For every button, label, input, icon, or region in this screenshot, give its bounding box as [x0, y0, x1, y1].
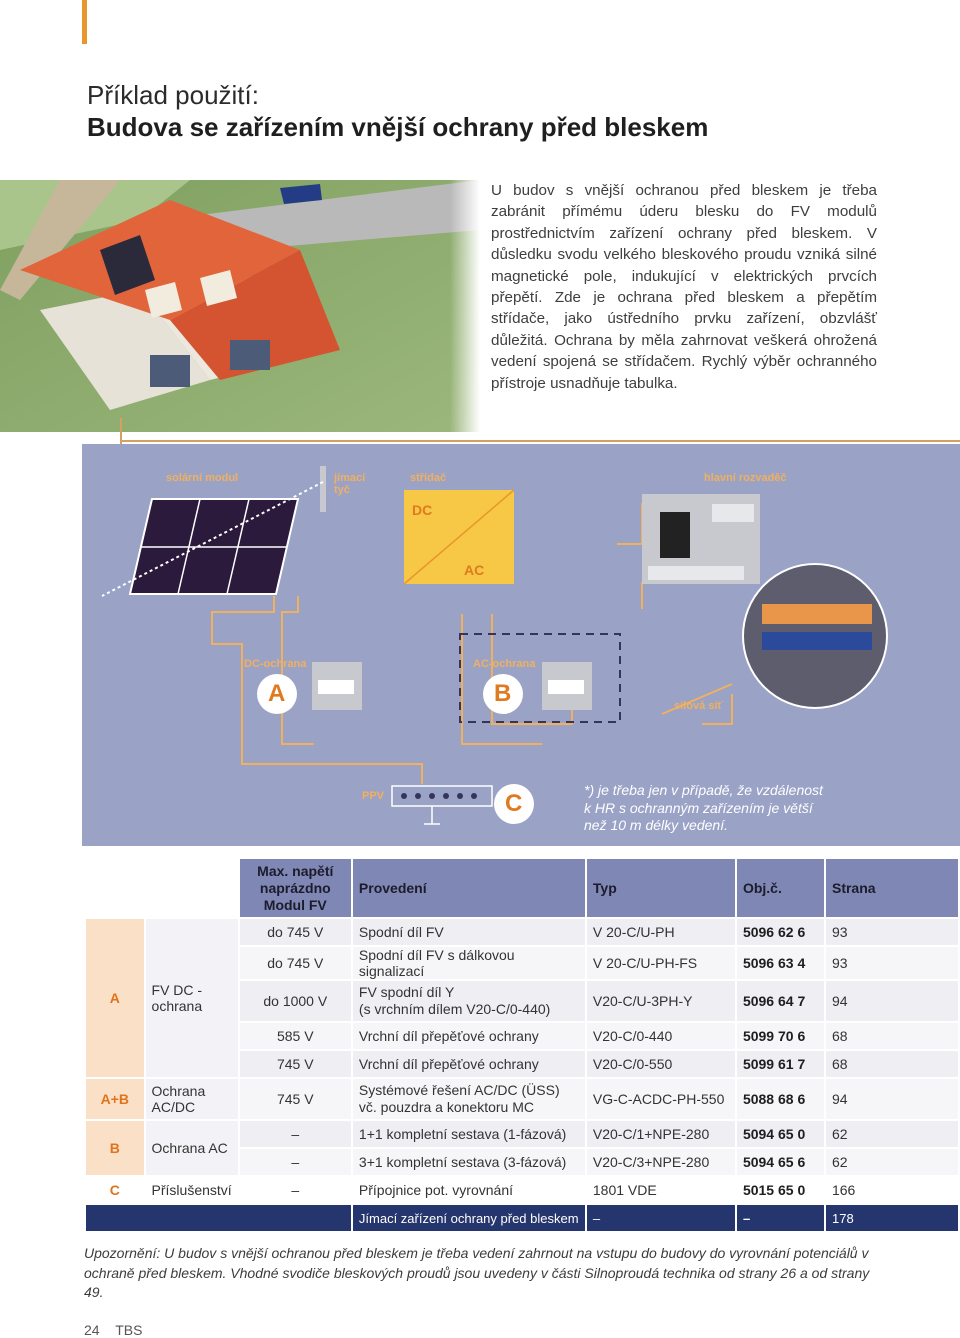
house-illustration [0, 180, 480, 432]
group-desc-c: Příslušenství [146, 1177, 238, 1203]
group-desc-ab: Ochrana AC/DC [146, 1079, 238, 1119]
page-footer [84, 1322, 154, 1338]
page-number: 24 [84, 1322, 100, 1338]
connector-line-horizontal [120, 440, 960, 442]
intro-paragraph: U budov s vnější ochranou před bleskem je třeba zabránit přímému úderu blesku do FV modulů prostřednictvím zařízení ochrany před bleskem. V důsledku svodu velkého bleskového proudu vzniká silné magnetické pole, indukující v elektrických prvcích přepětí. Zde je ochrana před bleskem a přepětím střídače, jako ústředního prvku zařízení, obzvlášť důležitá. Ochrana by měla zahrnovat veškerá ohrožená vedení spojená se střídačem. Rychlý výběr ochranného přístroje usnadňuje tabulka. [491, 182, 877, 392]
group-desc-b: Ochrana AC [146, 1121, 238, 1175]
col-type: Typ [587, 859, 735, 917]
table-row: do 1000 V FV spodní díl Y (s vrchním dílem V20-C/0-440) V20-C/U-3PH-Y 5096 64 7 94 [86, 981, 958, 1021]
table-row: A+B Ochrana AC/DC 745 V Systémové řešení AC/DC (ÜSS) vč. pouzdra a konektoru MC VG-C-ACDC-PH-550 5088 68 6 94 [86, 1079, 958, 1119]
table-row: A FV DC - ochrana do 745 V Spodní díl FV V 20-C/U-PH 5096 62 6 93 [86, 919, 958, 945]
label-inverter: střídač [410, 472, 447, 484]
warning-note: Upozornění: U budov s vnější ochranou před bleskem je třeba vedení zahrnout na vstupu do budovy do vyrovnání potenciálů v ochraně před bleskem. Vhodné svodiče bleskových proudů jsou uvedeny v části Silnoproudá technika od strany 26 a od strany 49. [84, 1245, 870, 1300]
table-row: – 3+1 kompletní sestava (3-fázová) V20-C/3+NPE-280 5094 65 6 62 [86, 1149, 958, 1175]
group-desc-a: FV DC - ochrana [146, 919, 238, 1077]
table-row: B Ochrana AC – 1+1 kompletní sestava (1-fázová) V20-C/1+NPE-280 5094 65 0 62 [86, 1121, 958, 1147]
group-label-b: B [86, 1121, 144, 1175]
label-main-board: hlavní rozvaděč [704, 472, 787, 484]
table-row: do 745 V Spodní díl FV s dálkovou signalizací V 20-C/U-PH-FS 5096 63 4 93 [86, 947, 958, 979]
mark-b: B [494, 680, 512, 707]
protection-diagram [82, 444, 960, 846]
page-subtitle: Příklad použití: [87, 80, 259, 110]
group-label-c: C [86, 1177, 144, 1203]
brand-name: TBS [115, 1322, 143, 1338]
col-order: Obj.č. [737, 859, 824, 917]
label-inverter-ac: AC [464, 562, 485, 578]
table-row: C Příslušenství – Přípojnice pot. vyrovnání 1801 VDE 5015 65 0 166 [86, 1177, 958, 1203]
table-row: 585 V Vrchní díl přepěťové ochrany V20-C/0-440 5099 70 6 68 [86, 1023, 958, 1049]
label-inverter-dc: DC [412, 502, 433, 518]
label-solar-module: solární modul [166, 472, 239, 484]
accent-bar [82, 0, 87, 44]
product-table [84, 857, 960, 1233]
group-label-a: A [86, 919, 144, 1077]
label-ppv: PPV [362, 790, 385, 802]
group-label-ab: A+B [86, 1079, 144, 1119]
page-title: Budova se zařízením vnější ochrany před bleskem [87, 112, 709, 142]
table-header-row [86, 859, 958, 917]
col-page: Strana [826, 859, 958, 917]
label-ac-protection: AC-ochrana [473, 658, 536, 670]
table-row-highlight: Jímací zařízení ochrany před bleskem – – 178 [86, 1205, 958, 1231]
col-max-voltage: Max. napětí naprázdno Modul FV [240, 859, 351, 917]
diagram-note: *) je třeba jen v případě, že vzdálenost k HR s ochranným zařízením je větší než 10 m délky vedení. [584, 782, 823, 833]
mark-c: C [505, 790, 523, 817]
label-air-rod: jímací tyč [334, 472, 366, 496]
label-grid: silová síť [674, 700, 723, 712]
table-row: 745 V Vrchní díl přepěťové ochrany V20-C/0-550 5099 61 7 68 [86, 1051, 958, 1077]
label-dc-protection: DC-ochrana [244, 658, 307, 670]
col-design: Provedení [353, 859, 585, 917]
solar-module-graphic [130, 499, 298, 594]
mark-a: A [268, 680, 286, 707]
